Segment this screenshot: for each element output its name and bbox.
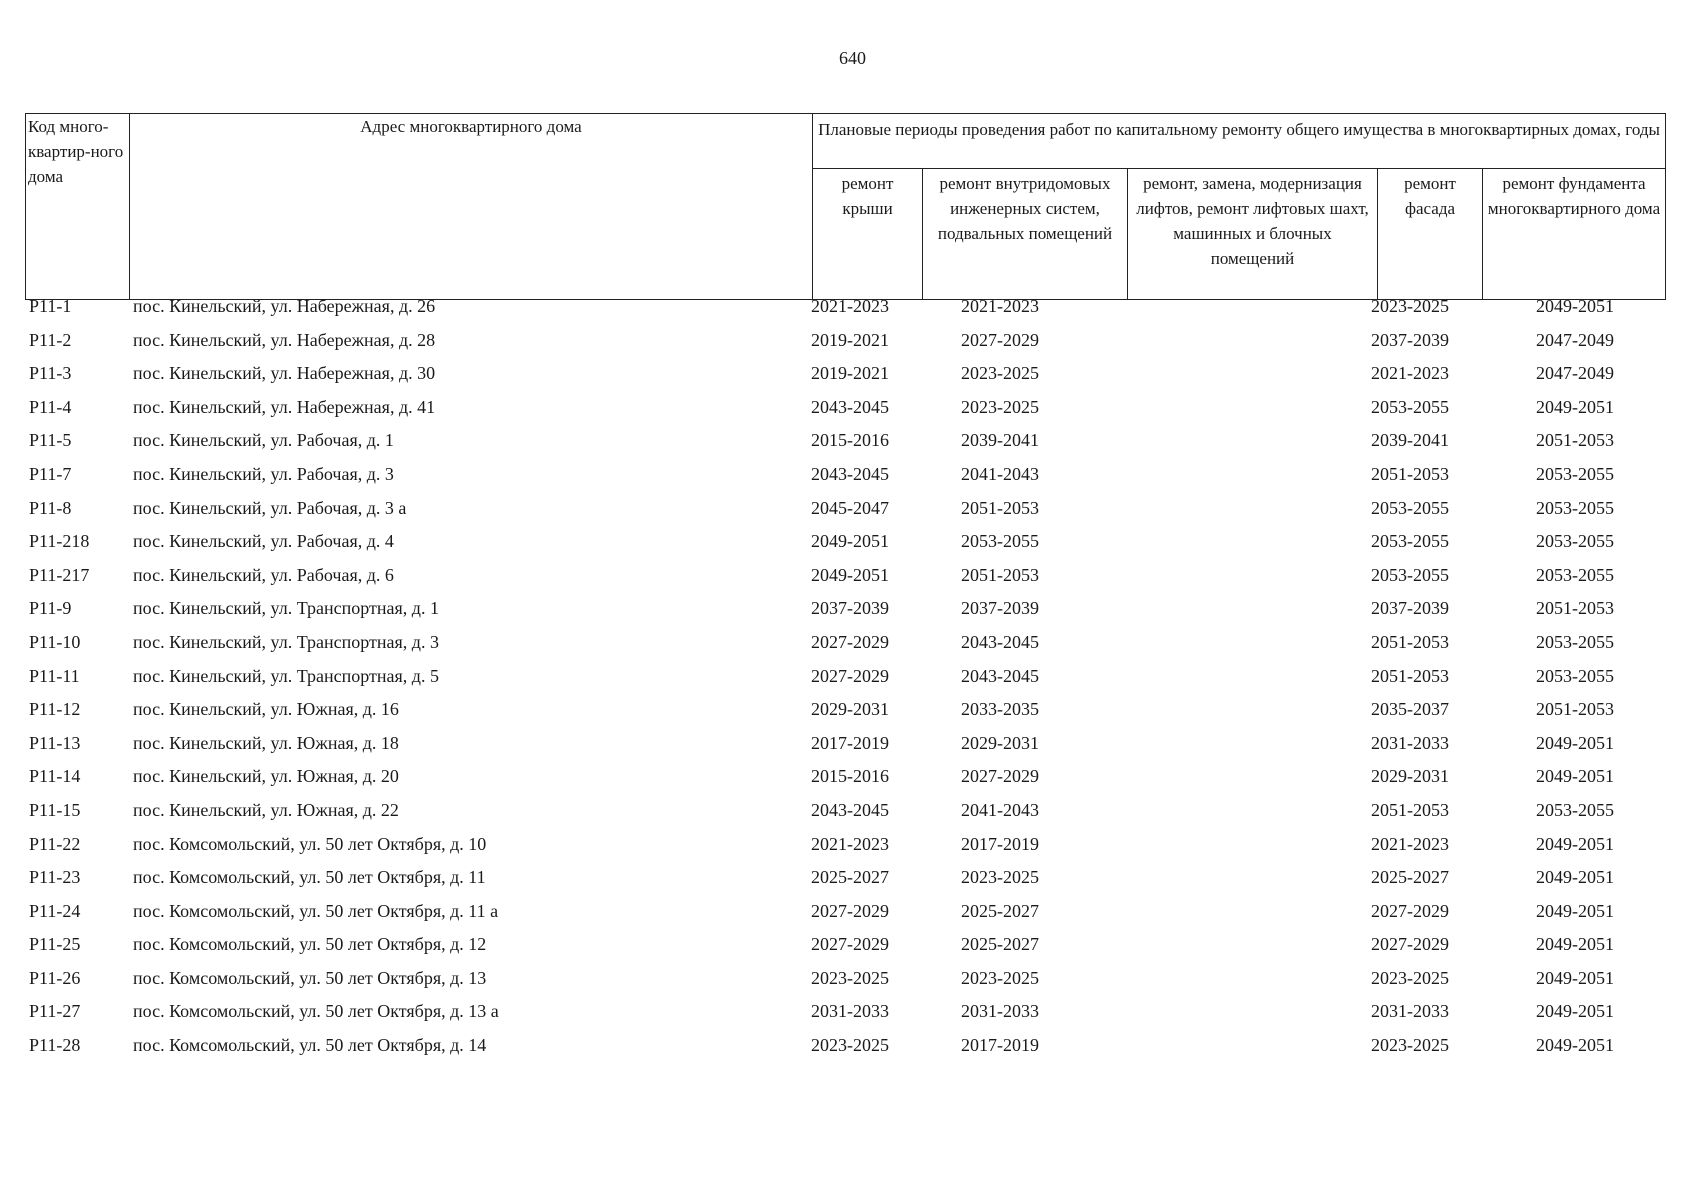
cell-engineering: 2051-2053 <box>961 497 1039 518</box>
cell-address: пос. Комсомольский, ул. 50 лет Октября, д. 11 <box>133 867 486 888</box>
cell-address: пос. Кинельский, ул. Южная, д. 16 <box>133 699 399 720</box>
table-row <box>25 296 1665 330</box>
cell-engineering: 2037-2039 <box>961 598 1039 619</box>
cell-engineering: 2041-2043 <box>961 463 1039 484</box>
table-row <box>25 363 1665 397</box>
cell-foundation: 2053-2055 <box>1536 497 1614 518</box>
cell-foundation: 2049-2051 <box>1536 1001 1614 1022</box>
cell-address: пос. Кинельский, ул. Транспортная, д. 1 <box>133 598 439 619</box>
cell-engineering: 2027-2029 <box>961 766 1039 787</box>
cell-facade: 2031-2033 <box>1371 1001 1449 1022</box>
cell-code: Р11-26 <box>29 967 81 988</box>
cell-address: пос. Кинельский, ул. Набережная, д. 30 <box>133 363 436 384</box>
cell-address: пос. Кинельский, ул. Рабочая, д. 3 <box>133 463 394 484</box>
cell-code: Р11-11 <box>29 665 80 686</box>
cell-foundation: 2049-2051 <box>1536 867 1614 888</box>
cell-roof: 2031-2033 <box>811 1001 889 1022</box>
cell-address: пос. Комсомольский, ул. 50 лет Октября, д. 10 <box>133 833 487 854</box>
cell-code: Р11-217 <box>29 564 90 585</box>
cell-facade: 2051-2053 <box>1371 665 1449 686</box>
table-row <box>25 968 1665 1002</box>
table-header <box>25 113 1666 300</box>
cell-foundation: 2053-2055 <box>1536 463 1614 484</box>
cell-address: пос. Кинельский, ул. Набережная, д. 41 <box>133 396 436 417</box>
cell-facade: 2021-2023 <box>1371 363 1449 384</box>
cell-foundation: 2049-2051 <box>1536 396 1614 417</box>
table-row <box>25 699 1665 733</box>
cell-engineering: 2025-2027 <box>961 934 1039 955</box>
cell-facade: 2027-2029 <box>1371 900 1449 921</box>
cell-code: Р11-218 <box>29 531 90 552</box>
cell-foundation: 2049-2051 <box>1536 296 1614 316</box>
table-row <box>25 330 1665 364</box>
cell-roof: 2043-2045 <box>811 799 889 820</box>
cell-code: Р11-28 <box>29 1035 81 1056</box>
table-row <box>25 1035 1665 1069</box>
cell-code: Р11-2 <box>29 329 72 350</box>
table-row <box>25 430 1665 464</box>
cell-foundation: 2047-2049 <box>1536 329 1614 350</box>
cell-code: Р11-12 <box>29 699 81 720</box>
cell-facade: 2051-2053 <box>1371 799 1449 820</box>
cell-roof: 2027-2029 <box>811 631 889 652</box>
cell-roof: 2043-2045 <box>811 396 889 417</box>
table-row <box>25 934 1665 968</box>
cell-engineering: 2023-2025 <box>961 363 1039 384</box>
table-row <box>25 800 1665 834</box>
cell-facade: 2027-2029 <box>1371 934 1449 955</box>
cell-roof: 2027-2029 <box>811 665 889 686</box>
cell-facade: 2023-2025 <box>1371 296 1449 316</box>
header-periods-group: Плановые периоды проведения работ по капитальному ремонту общего имущества в многоквартирных домах, годы <box>813 114 1666 169</box>
cell-engineering: 2033-2035 <box>961 699 1039 720</box>
table-row <box>25 1001 1665 1035</box>
cell-engineering: 2025-2027 <box>961 900 1039 921</box>
cell-foundation: 2049-2051 <box>1536 967 1614 988</box>
cell-engineering: 2043-2045 <box>961 631 1039 652</box>
cell-code: Р11-22 <box>29 833 81 854</box>
cell-foundation: 2047-2049 <box>1536 363 1614 384</box>
cell-roof: 2015-2016 <box>811 766 889 787</box>
cell-foundation: 2049-2051 <box>1536 934 1614 955</box>
cell-facade: 2039-2041 <box>1371 430 1449 451</box>
cell-roof: 2029-2031 <box>811 699 889 720</box>
cell-foundation: 2053-2055 <box>1536 631 1614 652</box>
cell-code: Р11-9 <box>29 598 72 619</box>
cell-code: Р11-14 <box>29 766 81 787</box>
cell-foundation: 2049-2051 <box>1536 766 1614 787</box>
table-row <box>25 666 1665 700</box>
cell-address: пос. Кинельский, ул. Рабочая, д. 4 <box>133 531 394 552</box>
cell-facade: 2025-2027 <box>1371 867 1449 888</box>
cell-roof: 2027-2029 <box>811 934 889 955</box>
cell-address: пос. Кинельский, ул. Транспортная, д. 3 <box>133 631 439 652</box>
cell-roof: 2023-2025 <box>811 967 889 988</box>
cell-roof: 2025-2027 <box>811 867 889 888</box>
table-row <box>25 464 1665 498</box>
page-number: 640 <box>839 48 866 68</box>
cell-address: пос. Комсомольский, ул. 50 лет Октября, д. 14 <box>133 1035 487 1056</box>
header-code: Код много-квартир-ного дома <box>26 114 130 300</box>
cell-address: пос. Комсомольский, ул. 50 лет Октября, д. 13 а <box>133 1001 499 1022</box>
cell-foundation: 2051-2053 <box>1536 699 1614 720</box>
cell-address: пос. Кинельский, ул. Транспортная, д. 5 <box>133 665 439 686</box>
cell-facade: 2035-2037 <box>1371 699 1449 720</box>
header-address: Адрес многоквартирного дома <box>130 114 813 300</box>
cell-code: Р11-1 <box>29 296 72 316</box>
cell-code: Р11-5 <box>29 430 72 451</box>
table-row <box>25 598 1665 632</box>
cell-address: пос. Кинельский, ул. Рабочая, д. 3 а <box>133 497 407 518</box>
cell-engineering: 2041-2043 <box>961 799 1039 820</box>
table-row <box>25 733 1665 767</box>
header-foundation: ремонт фундамента многоквартирного дома <box>1483 169 1666 300</box>
table-row <box>25 397 1665 431</box>
cell-code: Р11-3 <box>29 363 72 384</box>
cell-engineering: 2053-2055 <box>961 531 1039 552</box>
cell-address: пос. Комсомольский, ул. 50 лет Октября, д. 12 <box>133 934 487 955</box>
cell-roof: 2021-2023 <box>811 296 889 316</box>
cell-foundation: 2049-2051 <box>1536 833 1614 854</box>
table-row <box>25 565 1665 599</box>
cell-facade: 2021-2023 <box>1371 833 1449 854</box>
cell-roof: 2049-2051 <box>811 564 889 585</box>
cell-foundation: 2049-2051 <box>1536 1035 1614 1056</box>
header-facade: ремонт фасада <box>1378 169 1483 300</box>
cell-roof: 2027-2029 <box>811 900 889 921</box>
cell-address: пос. Кинельский, ул. Набережная, д. 28 <box>133 329 436 350</box>
cell-address: пос. Кинельский, ул. Южная, д. 18 <box>133 732 399 753</box>
cell-foundation: 2053-2055 <box>1536 564 1614 585</box>
cell-address: пос. Кинельский, ул. Южная, д. 22 <box>133 799 399 820</box>
cell-address: пос. Кинельский, ул. Рабочая, д. 1 <box>133 430 394 451</box>
cell-code: Р11-13 <box>29 732 81 753</box>
cell-roof: 2019-2021 <box>811 363 889 384</box>
cell-code: Р11-25 <box>29 934 81 955</box>
table-row <box>25 498 1665 532</box>
header-lifts: ремонт, замена, модернизация лифтов, ремонт лифтовых шахт, машинных и блочных помещений <box>1128 169 1378 300</box>
header-roof: ремонт крыши <box>813 169 923 300</box>
cell-facade: 2023-2025 <box>1371 1035 1449 1056</box>
cell-facade: 2037-2039 <box>1371 598 1449 619</box>
cell-facade: 2051-2053 <box>1371 463 1449 484</box>
header-engineering: ремонт внутридомовых инженерных систем, подвальных помещений <box>923 169 1128 300</box>
cell-engineering: 2051-2053 <box>961 564 1039 585</box>
table-body <box>25 296 1665 1069</box>
cell-code: Р11-27 <box>29 1001 81 1022</box>
cell-facade: 2053-2055 <box>1371 531 1449 552</box>
cell-code: Р11-7 <box>29 463 72 484</box>
cell-engineering: 2039-2041 <box>961 430 1039 451</box>
cell-foundation: 2049-2051 <box>1536 900 1614 921</box>
cell-facade: 2053-2055 <box>1371 564 1449 585</box>
cell-engineering: 2027-2029 <box>961 329 1039 350</box>
cell-foundation: 2051-2053 <box>1536 430 1614 451</box>
cell-address: пос. Комсомольский, ул. 50 лет Октября, д. 13 <box>133 967 487 988</box>
cell-facade: 2053-2055 <box>1371 497 1449 518</box>
cell-engineering: 2017-2019 <box>961 833 1039 854</box>
table-row <box>25 766 1665 800</box>
cell-roof: 2043-2045 <box>811 463 889 484</box>
cell-foundation: 2053-2055 <box>1536 665 1614 686</box>
cell-roof: 2023-2025 <box>811 1035 889 1056</box>
cell-code: Р11-23 <box>29 867 81 888</box>
cell-engineering: 2023-2025 <box>961 867 1039 888</box>
cell-engineering: 2031-2033 <box>961 1001 1039 1022</box>
cell-engineering: 2021-2023 <box>961 296 1039 316</box>
cell-facade: 2031-2033 <box>1371 732 1449 753</box>
cell-engineering: 2023-2025 <box>961 967 1039 988</box>
cell-roof: 2021-2023 <box>811 833 889 854</box>
cell-roof: 2015-2016 <box>811 430 889 451</box>
cell-foundation: 2053-2055 <box>1536 531 1614 552</box>
cell-roof: 2019-2021 <box>811 329 889 350</box>
cell-roof: 2045-2047 <box>811 497 889 518</box>
cell-code: Р11-8 <box>29 497 72 518</box>
cell-engineering: 2029-2031 <box>961 732 1039 753</box>
cell-roof: 2037-2039 <box>811 598 889 619</box>
cell-address: пос. Кинельский, ул. Рабочая, д. 6 <box>133 564 394 585</box>
cell-foundation: 2053-2055 <box>1536 799 1614 820</box>
table-row <box>25 834 1665 868</box>
cell-roof: 2049-2051 <box>811 531 889 552</box>
table-row <box>25 901 1665 935</box>
cell-facade: 2051-2053 <box>1371 631 1449 652</box>
cell-facade: 2037-2039 <box>1371 329 1449 350</box>
cell-address: пос. Кинельский, ул. Южная, д. 20 <box>133 766 399 787</box>
table-row <box>25 867 1665 901</box>
cell-foundation: 2049-2051 <box>1536 732 1614 753</box>
cell-address: пос. Комсомольский, ул. 50 лет Октября, д. 11 а <box>133 900 499 921</box>
table-row <box>25 531 1665 565</box>
table-row <box>25 632 1665 666</box>
cell-code: Р11-10 <box>29 631 81 652</box>
cell-facade: 2053-2055 <box>1371 396 1449 417</box>
cell-engineering: 2017-2019 <box>961 1035 1039 1056</box>
cell-foundation: 2051-2053 <box>1536 598 1614 619</box>
cell-facade: 2023-2025 <box>1371 967 1449 988</box>
cell-engineering: 2043-2045 <box>961 665 1039 686</box>
cell-address: пос. Кинельский, ул. Набережная, д. 26 <box>133 296 436 316</box>
cell-facade: 2029-2031 <box>1371 766 1449 787</box>
cell-roof: 2017-2019 <box>811 732 889 753</box>
cell-code: Р11-4 <box>29 396 72 417</box>
cell-code: Р11-24 <box>29 900 81 921</box>
cell-code: Р11-15 <box>29 799 81 820</box>
cell-engineering: 2023-2025 <box>961 396 1039 417</box>
